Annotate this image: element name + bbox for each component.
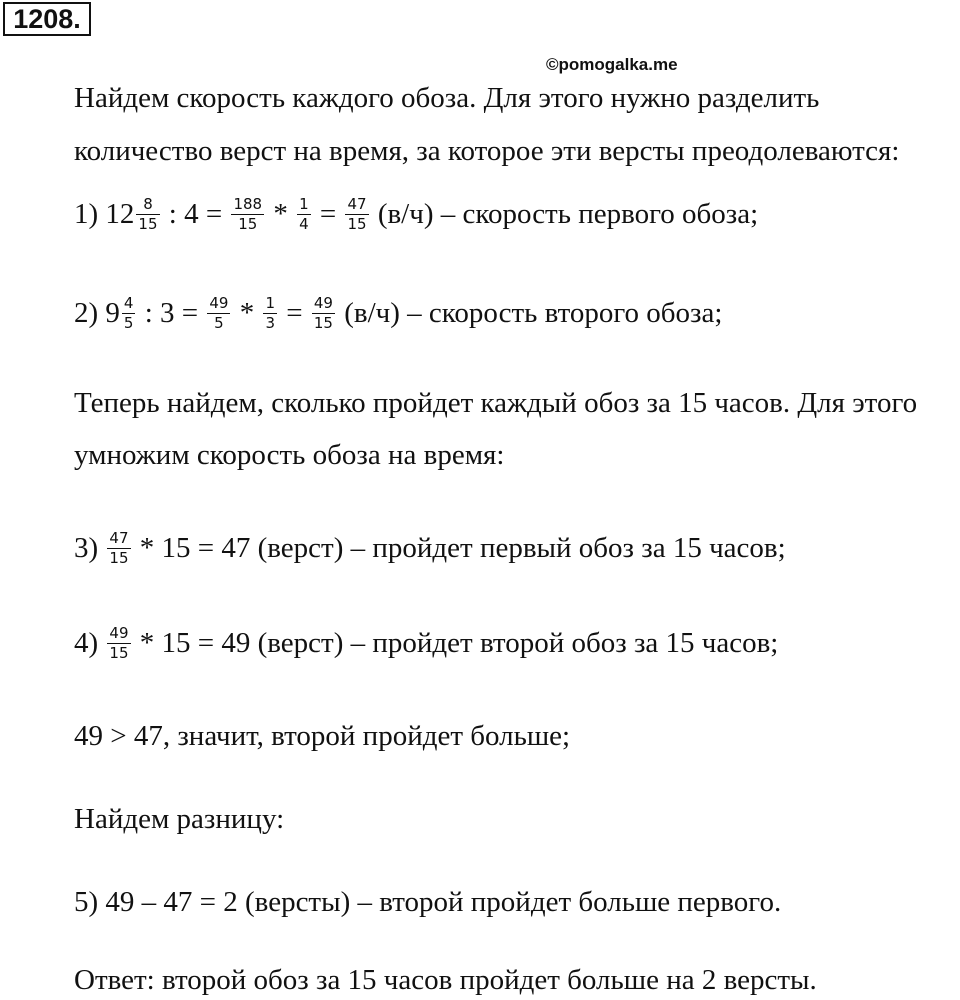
fraction-denominator: 15 <box>313 313 333 332</box>
step-1-fraction-1 <box>136 196 159 233</box>
middle-line-1: Теперь найдем, сколько пройдет каждый обоз за 15 часов. Для этого <box>74 387 918 419</box>
step-1-op-2: * <box>266 198 296 230</box>
step-1-fraction-4 <box>345 196 368 233</box>
middle-line-2: умножим скорость обоза на время: <box>74 439 505 471</box>
step-3 <box>74 530 786 569</box>
problem-number: 1208. <box>3 2 91 36</box>
fraction-numerator: 49 <box>209 293 229 312</box>
fraction-denominator: 15 <box>138 214 158 233</box>
step-2-fraction-2 <box>207 295 230 332</box>
step-1-fraction-3 <box>297 196 311 233</box>
fraction-numerator: 1 <box>299 194 309 213</box>
fraction-numerator: 49 <box>313 293 333 312</box>
comparison-line: 49 > 47, значит, второй пройдет больше; <box>74 720 571 752</box>
step-2-fraction-4 <box>312 295 335 332</box>
step-3-prefix: 3) <box>74 532 106 564</box>
answer-line: Ответ: второй обоз за 15 часов пройдет больше на 2 версты. <box>74 964 817 996</box>
intro-line-2: количество верст на время, за которое эти версты преодолеваются: <box>74 135 900 167</box>
step-2-suffix: (в/ч) – скорость второго обоза; <box>336 297 723 329</box>
step-4 <box>74 625 778 664</box>
fraction-denominator: 15 <box>347 214 367 233</box>
fraction-numerator: 188 <box>233 194 263 213</box>
fraction-numerator: 8 <box>136 196 159 215</box>
fraction-denominator: 4 <box>299 214 309 233</box>
fraction-denominator: 15 <box>238 214 258 233</box>
step-2-prefix: 2) 9 <box>74 297 120 329</box>
step-1-suffix: (в/ч) – скорость первого обоза; <box>370 198 759 230</box>
step-4-prefix: 4) <box>74 627 106 659</box>
difference-intro-line: Найдем разницу: <box>74 803 285 835</box>
fraction-denominator: 15 <box>109 548 129 567</box>
intro-line-1: Найдем скорость каждого обоза. Для этого нужно разделить <box>74 82 820 114</box>
step-2-op-2: * <box>232 297 262 329</box>
fraction-denominator: 3 <box>265 313 276 332</box>
step-2-fraction-1 <box>122 295 136 332</box>
step-1-fraction-2 <box>231 196 264 233</box>
fraction-denominator: 5 <box>123 313 134 332</box>
step-1-op-1: : 4 = <box>161 198 230 230</box>
fraction-denominator: 5 <box>214 313 224 332</box>
fraction-numerator: 4 <box>123 293 134 312</box>
step-3-suffix: * 15 = 47 (верст) – пройдет первый обоз за 15 часов; <box>132 532 786 564</box>
step-4-suffix: * 15 = 49 (верст) – пройдет второй обоз за 15 часов; <box>132 627 779 659</box>
step-2 <box>74 295 722 334</box>
step-1-op-3: = <box>312 198 344 230</box>
watermark: ©pomogalka.me <box>546 55 678 74</box>
step-2-op-1: : 3 = <box>137 297 206 329</box>
fraction-numerator: 47 <box>109 528 129 547</box>
step-1-prefix: 1) 12 <box>74 198 135 230</box>
fraction-denominator: 15 <box>109 643 129 662</box>
step-4-fraction <box>107 625 130 662</box>
fraction-numerator: 49 <box>109 623 129 642</box>
step-2-fraction-3 <box>263 295 277 332</box>
step-3-fraction <box>107 530 130 567</box>
fraction-numerator: 47 <box>347 194 367 213</box>
step-5: 5) 49 – 47 = 2 (версты) – второй пройдет больше первого. <box>74 886 782 918</box>
fraction-numerator: 1 <box>265 293 276 312</box>
step-2-op-3: = <box>279 297 310 329</box>
step-1 <box>74 196 758 235</box>
